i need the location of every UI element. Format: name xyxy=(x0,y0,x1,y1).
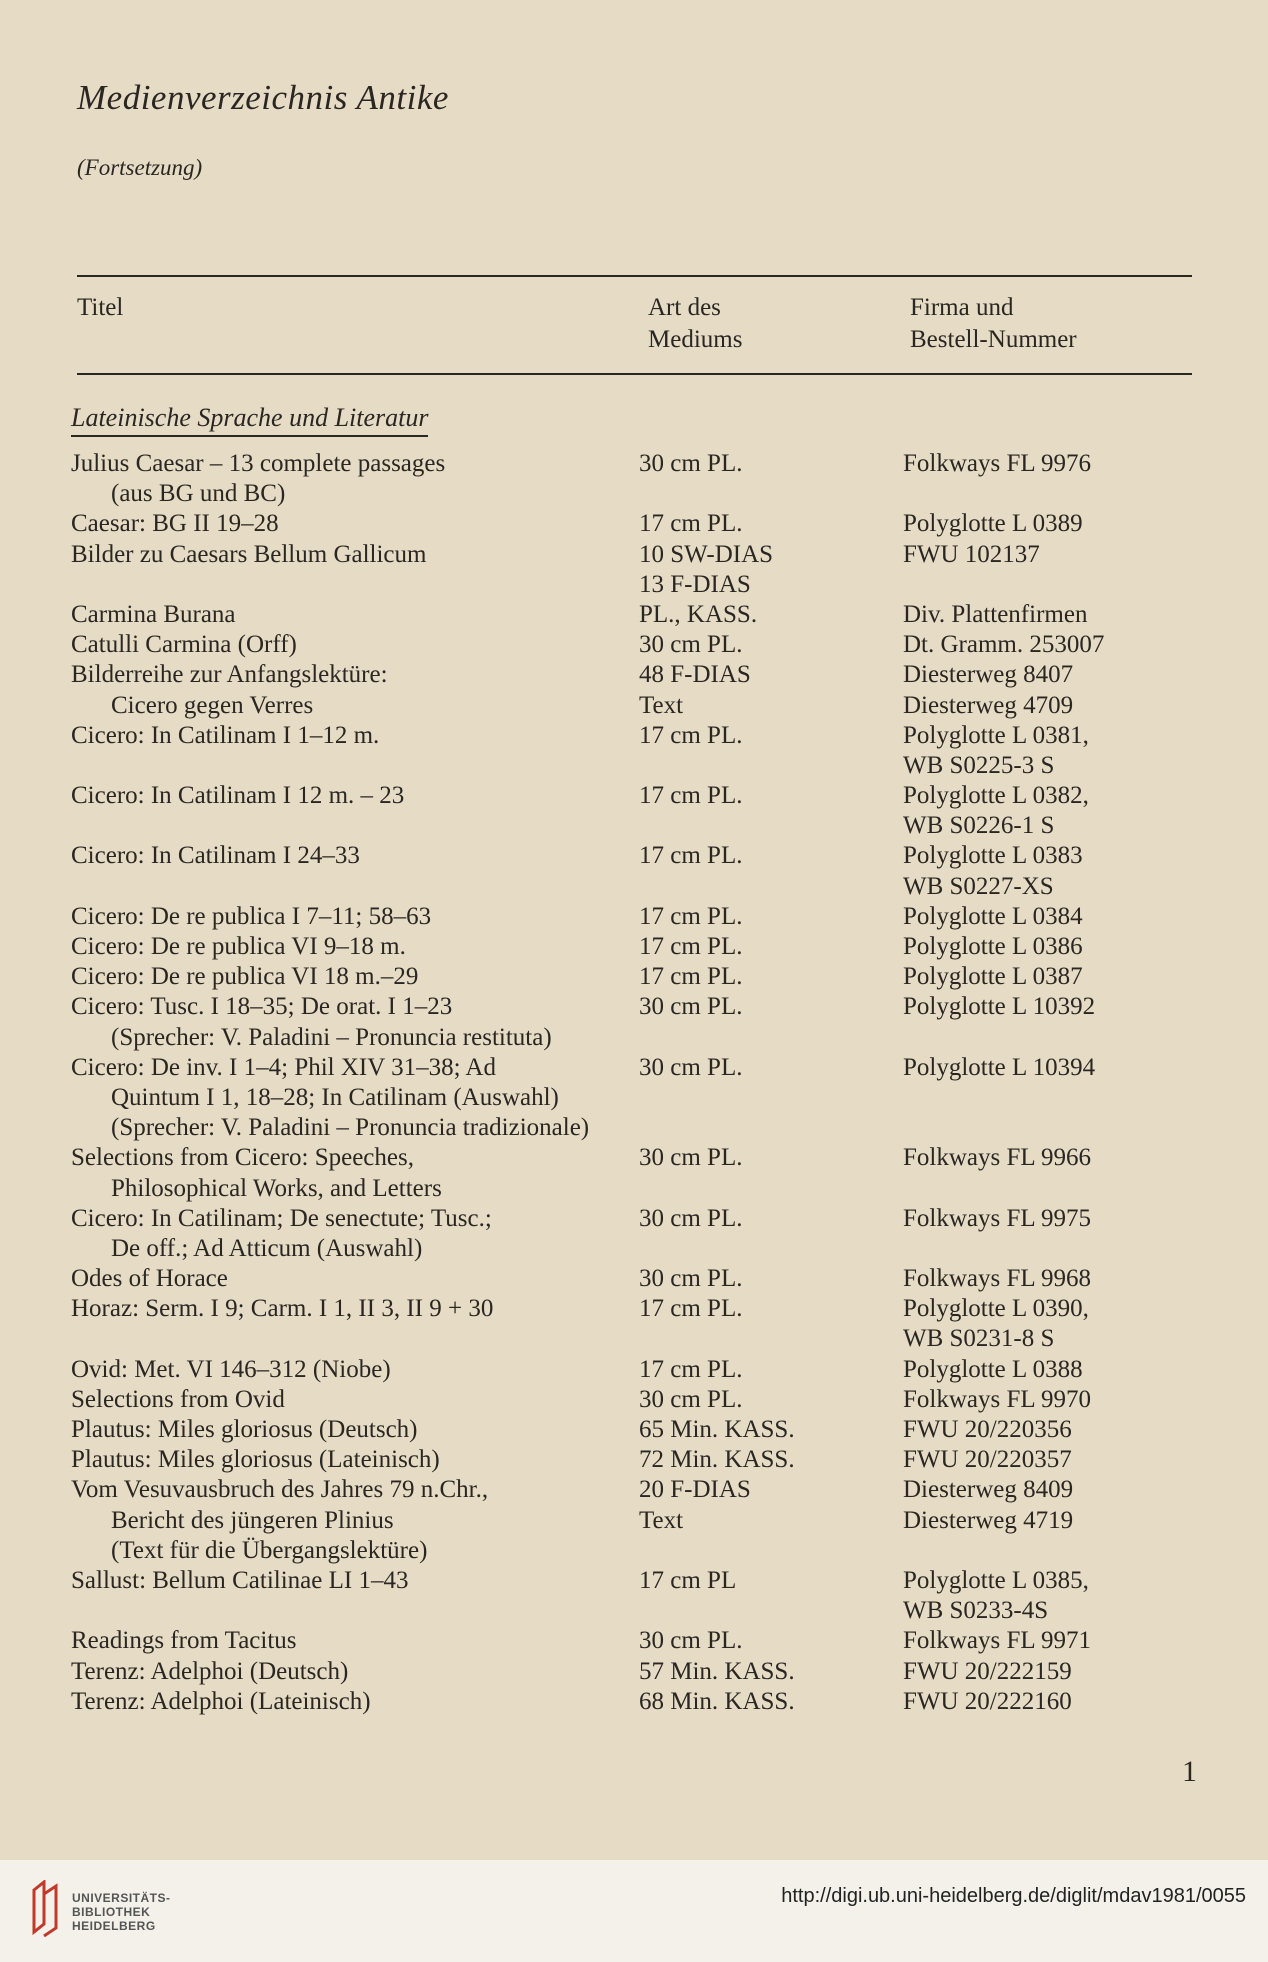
library-name[interactable]: UNIVERSITÄTS- BIBLIOTHEK HEIDELBERG xyxy=(72,1891,171,1933)
list-item xyxy=(0,1626,1268,1656)
item-medium: 30 cm PL. xyxy=(639,1385,743,1413)
list-item xyxy=(0,479,1268,509)
item-order-number: Folkways FL 9968 xyxy=(903,1265,1091,1293)
list-item xyxy=(0,1143,1268,1173)
item-order-number: WB S0226-1 S xyxy=(903,812,1055,840)
item-title: Carmina Burana xyxy=(71,600,236,628)
item-medium: 10 SW-DIAS xyxy=(639,540,774,568)
item-medium: 30 cm PL. xyxy=(639,993,743,1021)
list-item xyxy=(0,721,1268,751)
item-order-number: FWU 102137 xyxy=(903,540,1040,568)
item-medium: 57 Min. KASS. xyxy=(639,1657,795,1685)
item-order-number: Diesterweg 4709 xyxy=(903,691,1074,719)
list-item xyxy=(0,600,1268,630)
item-title: (Text für die Übergangslektüre) xyxy=(111,1536,428,1564)
item-medium: 30 cm PL. xyxy=(639,1204,743,1232)
list-item xyxy=(0,1234,1268,1264)
item-medium: 30 cm PL. xyxy=(639,450,743,477)
section-title: Lateinische Sprache und Literatur xyxy=(71,403,428,437)
item-order-number: FWU 20/222159 xyxy=(903,1657,1072,1685)
item-order-number: Folkways FL 9975 xyxy=(903,1204,1091,1232)
item-order-number: Polyglotte L 0383 xyxy=(903,842,1083,870)
item-title: Plautus: Miles gloriosus (Deutsch) xyxy=(71,1416,418,1443)
item-medium: 65 Min. KASS. xyxy=(639,1416,795,1443)
media-list xyxy=(0,449,1268,1717)
item-title: Cicero: In Catilinam; De senectute; Tusc.; xyxy=(71,1204,492,1232)
item-title: Catulli Carmina (Orff) xyxy=(71,631,297,659)
page-heading: Medienverzeichnis Antike xyxy=(77,78,449,117)
list-item xyxy=(0,1264,1268,1294)
item-title: (Sprecher: V. Paladini – Pronuncia tradizionale) xyxy=(111,1114,590,1142)
list-item xyxy=(0,1385,1268,1415)
item-medium: 30 cm PL. xyxy=(639,1144,743,1172)
item-medium: PL., KASS. xyxy=(639,600,758,628)
item-order-number: Polyglotte L 0382, xyxy=(903,782,1089,810)
list-item xyxy=(0,1657,1268,1687)
column-header-firm: Firma und Bestell-Nummer xyxy=(910,294,1077,353)
item-title: Cicero: De inv. I 1–4; Phil XIV 31–38; Ad xyxy=(71,1053,496,1081)
source-url-link[interactable]: http://digi.ub.uni-heidelberg.de/diglit/mdav1981/0055 xyxy=(781,1885,1246,1907)
list-item xyxy=(0,570,1268,600)
item-order-number: FWU 20/222160 xyxy=(903,1687,1072,1715)
list-item xyxy=(0,691,1268,721)
item-title: Cicero: In Catilinam I 1–12 m. xyxy=(71,721,380,749)
item-medium: 17 cm PL. xyxy=(639,721,743,749)
item-order-number: Polyglotte L 0381, xyxy=(903,721,1089,749)
list-item xyxy=(0,660,1268,690)
item-title: Cicero: Tusc. I 18–35; De orat. I 1–23 xyxy=(71,993,453,1021)
item-medium: 17 cm PL. xyxy=(639,510,743,538)
item-title: Philosophical Works, and Letters xyxy=(111,1174,442,1202)
list-item xyxy=(0,1083,1268,1113)
item-order-number: WB S0227-XS xyxy=(903,872,1054,900)
item-order-number: Diesterweg 4719 xyxy=(903,1506,1074,1534)
list-item xyxy=(0,1687,1268,1717)
item-title: (aus BG und BC) xyxy=(111,480,286,508)
list-item xyxy=(0,630,1268,660)
item-title: Cicero: De re publica VI 9–18 m. xyxy=(71,933,406,960)
list-item xyxy=(0,1204,1268,1234)
list-item xyxy=(0,1053,1268,1083)
item-medium: 48 F-DIAS xyxy=(639,661,751,689)
item-title: Horaz: Serm. I 9; Carm. I 1, II 3, II 9 + 30 xyxy=(71,1295,494,1323)
item-medium: 72 Min. KASS. xyxy=(639,1446,795,1474)
list-item xyxy=(0,841,1268,871)
item-medium: 17 cm PL. xyxy=(639,902,743,930)
list-item xyxy=(0,1113,1268,1143)
item-title: De off.; Ad Atticum (Auswahl) xyxy=(111,1234,423,1262)
item-order-number: Dt. Gramm. 253007 xyxy=(903,631,1105,659)
item-medium: 17 cm PL. xyxy=(639,1295,743,1323)
page-subheading: (Fortsetzung) xyxy=(77,155,203,180)
digitization-footer xyxy=(0,1860,1268,1962)
item-medium: 30 cm PL. xyxy=(639,1265,743,1293)
item-title: Cicero: De re publica VI 18 m.–29 xyxy=(71,963,419,991)
item-order-number: Polyglotte L 10394 xyxy=(903,1053,1096,1081)
item-medium: 20 F-DIAS xyxy=(639,1476,751,1504)
column-header-medium: Art des Mediums xyxy=(648,294,743,353)
item-medium: 13 F-DIAS xyxy=(639,570,751,598)
item-medium: 30 cm PL. xyxy=(639,1627,743,1655)
item-title: Quintum I 1, 18–28; In Catilinam (Auswahl) xyxy=(111,1083,559,1111)
item-order-number: Polyglotte L 0387 xyxy=(903,963,1083,991)
item-order-number: Polyglotte L 0389 xyxy=(903,510,1083,538)
item-order-number: Polyglotte L 0386 xyxy=(903,933,1083,960)
item-title: Bilder zu Caesars Bellum Gallicum xyxy=(71,540,427,568)
item-medium: 17 cm PL xyxy=(639,1566,737,1594)
item-medium: 17 cm PL. xyxy=(639,842,743,870)
list-item xyxy=(0,1506,1268,1536)
item-order-number: Polyglotte L 0384 xyxy=(903,902,1083,930)
item-title: Terenz: Adelphoi (Deutsch) xyxy=(71,1657,349,1685)
item-title: Ovid: Met. VI 146–312 (Niobe) xyxy=(71,1355,391,1383)
item-medium: 30 cm PL. xyxy=(639,631,743,659)
list-item xyxy=(0,1355,1268,1385)
item-order-number: Diesterweg 8409 xyxy=(903,1476,1074,1504)
header-rule-bottom xyxy=(77,373,1192,375)
item-title: Readings from Tacitus xyxy=(71,1627,297,1655)
list-item xyxy=(0,1566,1268,1596)
item-order-number: Diesterweg 8407 xyxy=(903,661,1074,689)
item-medium: 17 cm PL. xyxy=(639,782,743,810)
list-item xyxy=(0,962,1268,992)
header-rule-top xyxy=(77,275,1192,277)
item-order-number: Polyglotte L 10392 xyxy=(903,993,1096,1021)
library-logo-icon[interactable] xyxy=(30,1880,60,1938)
list-item xyxy=(0,1294,1268,1324)
item-order-number: WB S0225-3 S xyxy=(903,751,1055,779)
item-order-number: WB S0231-8 S xyxy=(903,1325,1055,1353)
item-title: Cicero: De re publica I 7–11; 58–63 xyxy=(71,902,432,930)
item-order-number: Div. Plattenfirmen xyxy=(903,600,1088,628)
item-order-number: Polyglotte L 0388 xyxy=(903,1355,1083,1383)
item-order-number: Folkways FL 9966 xyxy=(903,1144,1091,1172)
item-title: Sallust: Bellum Catilinae LI 1–43 xyxy=(71,1566,409,1594)
item-title: (Sprecher: V. Paladini – Pronuncia restituta) xyxy=(111,1023,552,1051)
item-title: Julius Caesar – 13 complete passages xyxy=(71,450,446,477)
list-item xyxy=(0,781,1268,811)
page-number: 1 xyxy=(1182,1755,1197,1788)
item-title: Selections from Cicero: Speeches, xyxy=(71,1144,414,1172)
list-item xyxy=(0,932,1268,962)
item-title: Bilderreihe zur Anfangslektüre: xyxy=(71,661,388,689)
item-order-number: Polyglotte L 0385, xyxy=(903,1566,1089,1594)
list-item xyxy=(0,1174,1268,1204)
item-medium: Text xyxy=(639,691,684,719)
list-item xyxy=(0,902,1268,932)
item-title: Cicero gegen Verres xyxy=(111,691,314,719)
list-item xyxy=(0,1415,1268,1445)
item-title: Selections from Ovid xyxy=(71,1385,285,1413)
item-medium: 68 Min. KASS. xyxy=(639,1687,795,1715)
item-order-number: WB S0233-4S xyxy=(903,1597,1049,1625)
list-item xyxy=(0,872,1268,902)
item-order-number: Polyglotte L 0390, xyxy=(903,1295,1089,1323)
list-item xyxy=(0,1536,1268,1566)
list-item xyxy=(0,992,1268,1022)
item-medium: 17 cm PL. xyxy=(639,1355,743,1383)
item-medium: Text xyxy=(639,1506,684,1534)
item-medium: 17 cm PL. xyxy=(639,963,743,991)
item-title: Bericht des jüngeren Plinius xyxy=(111,1506,394,1534)
item-title: Cicero: In Catilinam I 24–33 xyxy=(71,842,360,870)
item-title: Terenz: Adelphoi (Lateinisch) xyxy=(71,1687,371,1715)
list-item xyxy=(0,1445,1268,1475)
column-header-title: Titel xyxy=(77,294,124,321)
list-item xyxy=(0,509,1268,539)
item-title: Cicero: In Catilinam I 12 m. – 23 xyxy=(71,782,405,810)
list-item xyxy=(0,449,1268,479)
item-title: Caesar: BG II 19–28 xyxy=(71,510,279,538)
item-order-number: Folkways FL 9971 xyxy=(903,1627,1091,1655)
list-item xyxy=(0,751,1268,781)
item-title: Odes of Horace xyxy=(71,1265,228,1293)
list-item xyxy=(0,1324,1268,1354)
item-medium: 17 cm PL. xyxy=(639,933,743,960)
list-item xyxy=(0,1023,1268,1053)
item-order-number: FWU 20/220357 xyxy=(903,1446,1072,1474)
list-item xyxy=(0,811,1268,841)
item-title: Vom Vesuvausbruch des Jahres 79 n.Chr., xyxy=(71,1476,489,1504)
list-item xyxy=(0,540,1268,570)
list-item xyxy=(0,1596,1268,1626)
item-title: Plautus: Miles gloriosus (Lateinisch) xyxy=(71,1446,440,1474)
item-order-number: Folkways FL 9976 xyxy=(903,450,1091,477)
item-order-number: Folkways FL 9970 xyxy=(903,1385,1091,1413)
item-order-number: FWU 20/220356 xyxy=(903,1416,1072,1443)
item-medium: 30 cm PL. xyxy=(639,1053,743,1081)
list-item xyxy=(0,1475,1268,1505)
